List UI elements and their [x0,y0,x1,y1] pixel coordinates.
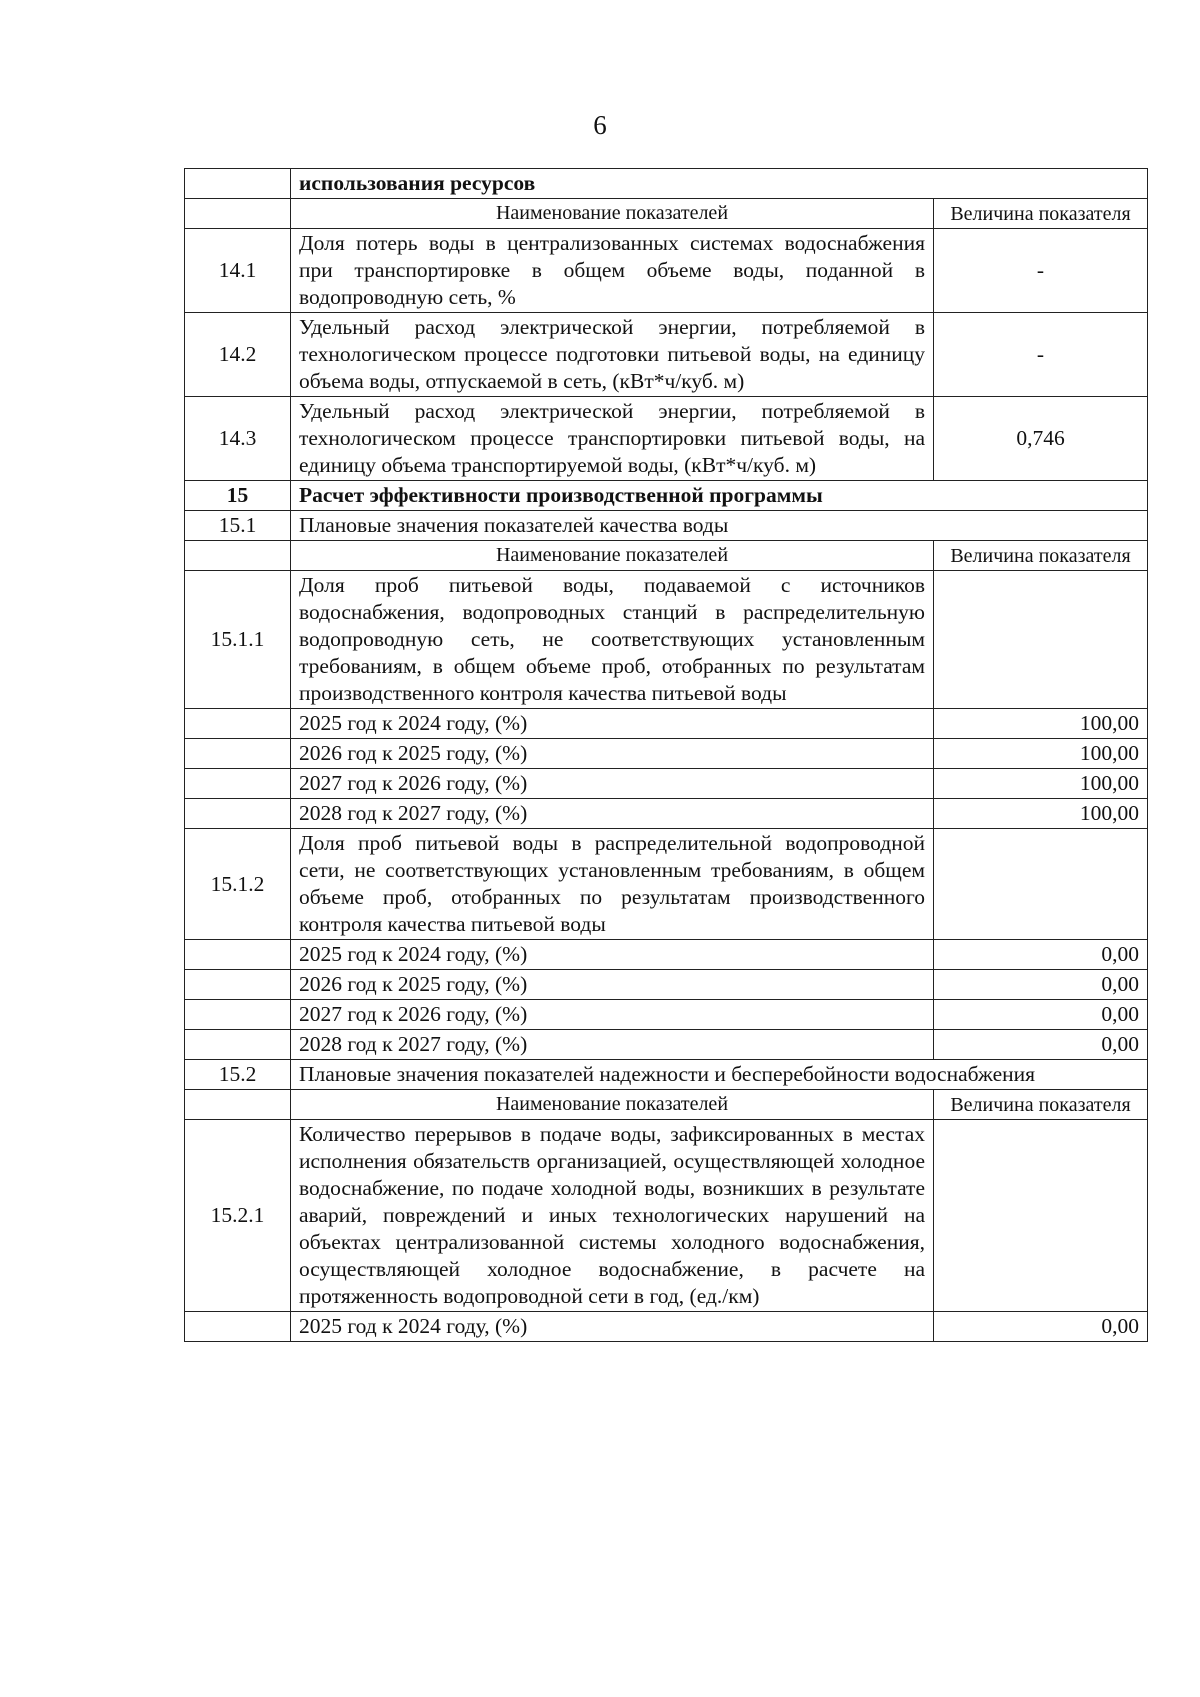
table-row [185,199,1148,229]
column-header-value: Величина показателя [934,199,1148,229]
indicator-name: Доля проб питьевой воды в распределительной водопроводной сети, не соответствующих установленным требованиям, в общем объеме проб, отобранных по результатам производственного контроля качества питьевой воды [291,829,934,940]
table-row [185,970,1148,1000]
row-number [185,169,291,199]
year-row-number [185,1030,291,1060]
indicator-value [934,1120,1148,1312]
indicator-number: 14.2 [185,313,291,397]
table-row [185,541,1148,571]
section-number: 15 [185,481,291,511]
year-label: 2025 год к 2024 году, (%) [291,940,934,970]
year-row-number [185,1000,291,1030]
subsection-title: Плановые значения показателей надежности и бесперебойности водоснабжения [291,1060,1148,1090]
subsection-number: 15.1 [185,511,291,541]
header-number [185,541,291,571]
year-value: 0,00 [934,970,1148,1000]
indicator-name: Удельный расход электрической энергии, потребляемой в технологическом процессе подготовки питьевой воды, на единицу объема воды, отпускаемой в сеть, (кВт*ч/куб. м) [291,313,934,397]
year-row-number [185,970,291,1000]
indicator-value [934,571,1148,709]
table-row [185,799,1148,829]
column-header-name: Наименование показателей [291,199,934,229]
indicator-name: Количество перерывов в подаче воды, зафиксированных в местах исполнения обязательств организацией, осуществляющей холодное водоснабжение, по подаче холодной воды, возникших в результате аварий, повреждений и иных технологических нарушений на объектах централизованной системы холодного водоснабжения, осуществляющей холодное водоснабжение, в расчете на протяженность водопроводной сети в год, (ед./км) [291,1120,934,1312]
subsection-number: 15.2 [185,1060,291,1090]
year-label: 2026 год к 2025 году, (%) [291,970,934,1000]
indicator-number: 15.2.1 [185,1120,291,1312]
table-row [185,571,1148,709]
indicator-name: Доля потерь воды в централизованных системах водоснабжения при транспортировке в общем объеме воды, поданной в водопроводную сеть, % [291,229,934,313]
indicator-value: - [934,313,1148,397]
year-value: 100,00 [934,709,1148,739]
indicator-value: - [934,229,1148,313]
table-row [185,229,1148,313]
year-label: 2028 год к 2027 году, (%) [291,799,934,829]
year-value: 100,00 [934,739,1148,769]
column-header-name: Наименование показателей [291,541,934,571]
table-row [185,397,1148,481]
indicator-value [934,829,1148,940]
year-row-number [185,1312,291,1342]
section-title: Расчет эффективности производственной программы [291,481,1148,511]
year-row-number [185,739,291,769]
subsection-title: Плановые значения показателей качества воды [291,511,1148,541]
indicator-value: 0,746 [934,397,1148,481]
row-title: использования ресурсов [291,169,1148,199]
table-row [185,511,1148,541]
column-header-value: Величина показателя [934,541,1148,571]
year-value: 0,00 [934,1030,1148,1060]
year-value: 0,00 [934,1312,1148,1342]
table-row [185,829,1148,940]
year-label: 2025 год к 2024 году, (%) [291,709,934,739]
header-number [185,199,291,229]
indicator-number: 15.1.2 [185,829,291,940]
table-row [185,739,1148,769]
table-row [185,940,1148,970]
table-row [185,1090,1148,1120]
table-row [185,1120,1148,1312]
year-value: 0,00 [934,1000,1148,1030]
column-header-value: Величина показателя [934,1090,1148,1120]
year-row-number [185,799,291,829]
table-row [185,1000,1148,1030]
year-row-number [185,769,291,799]
table-row [185,709,1148,739]
table-row [185,769,1148,799]
table-row [185,313,1148,397]
year-row-number [185,940,291,970]
table-row [185,481,1148,511]
year-row-number [185,709,291,739]
indicator-number: 14.3 [185,397,291,481]
indicator-number: 15.1.1 [185,571,291,709]
page-number: 6 [593,110,607,140]
table-row [185,1030,1148,1060]
column-header-name: Наименование показателей [291,1090,934,1120]
table-row [185,1060,1148,1090]
indicator-number: 14.1 [185,229,291,313]
indicator-name: Удельный расход электрической энергии, потребляемой в технологическом процессе транспортировки питьевой воды, на единицу объема транспортируемой воды, (кВт*ч/куб. м) [291,397,934,481]
year-value: 100,00 [934,769,1148,799]
year-label: 2027 год к 2026 году, (%) [291,1000,934,1030]
indicator-name: Доля проб питьевой воды, подаваемой с источников водоснабжения, водопроводных станций в распределительную водопроводную сеть, не соответствующих установленным требованиям, в общем объеме проб, отобранных по результатам производственного контроля качества питьевой воды [291,571,934,709]
year-label: 2028 год к 2027 году, (%) [291,1030,934,1060]
year-label: 2025 год к 2024 году, (%) [291,1312,934,1342]
year-label: 2027 год к 2026 году, (%) [291,769,934,799]
table-row [185,169,1148,199]
year-value: 0,00 [934,940,1148,970]
year-value: 100,00 [934,799,1148,829]
year-label: 2026 год к 2025 году, (%) [291,739,934,769]
indicators-table [184,168,1148,1342]
header-number [185,1090,291,1120]
table-row [185,1312,1148,1342]
